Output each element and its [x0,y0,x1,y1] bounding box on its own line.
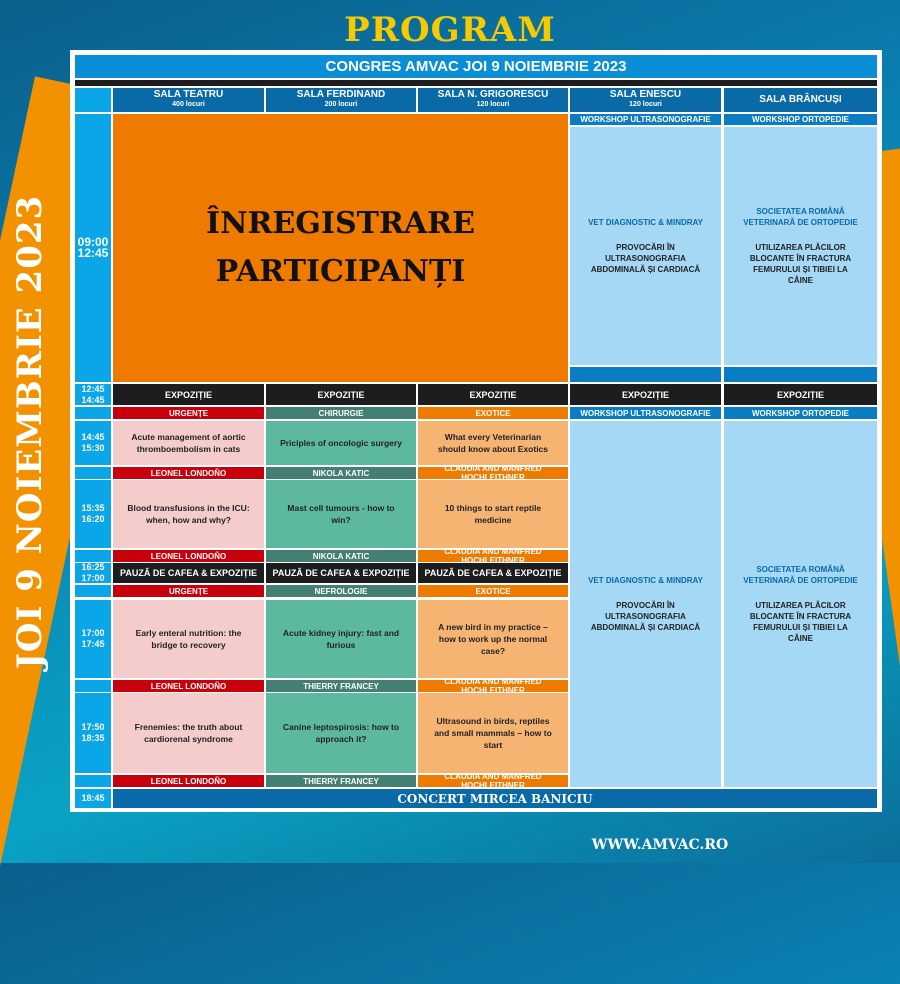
congress-banner: CONGRES AMVAC JOI 9 NOIEMBRIE 2023 [75,55,877,78]
expo-cell: EXPOZIȚIE [570,384,721,405]
expo-cell: EXPOZIȚIE [113,384,264,405]
room-header-4 [724,88,877,112]
workshop-label: WORKSHOP ULTRASONOGRAFIE [570,114,721,125]
time-registration [75,114,111,382]
time-start: 16:25 [81,563,105,572]
speaker-label: LEONEL LONDOÑO [113,550,264,562]
talk-cell: Frenemies: the truth about cardiorenal syndrome [113,693,264,773]
time-concert [75,789,111,808]
speaker-label: NIKOLA KATIC [266,550,416,562]
room-name: SALA ENESCU [609,89,682,100]
time-start: 09:00 [77,235,109,249]
time-spacer [75,775,111,787]
workshop-block [570,421,721,787]
time-session [75,421,111,465]
workshop-title: UTILIZAREA PLĂCILOR BLOCANTE ÎN FRACTURA FEMURULUI ȘI TIBIEI LA CÂINE [749,243,852,285]
speaker-label: LEONEL LONDOÑO [113,680,264,692]
talk-cell: What every Veterinarian should know about Exotics [418,421,568,465]
workshop-organizer: SOCIETATEA ROMÂNĂ VETERINARĂ DE ORTOPEDIE [743,207,858,227]
expo-cell: EXPOZIȚIE [266,384,416,405]
track-label: URGENȚE [113,585,264,597]
room-seats: 120 locuri [476,101,510,108]
track-label: EXOTICE [418,585,568,597]
time-spacer [75,407,111,419]
track-label: URGENȚE [113,407,264,419]
workshop-title: UTILIZAREA PLĂCILOR BLOCANTE ÎN FRACTURA FEMURULUI ȘI TIBIEI LA CÂINE [749,601,852,643]
time-header [75,88,111,112]
time-start: 12:45 [81,384,105,394]
workshop-organizer: VET DIAGNOSTIC & MINDRAY [588,576,703,585]
track-label: CHIRURGIE [266,407,416,419]
side-date-title: JOI 9 NOIEMBRIE 2023 [10,194,50,670]
time-start: 17:50 [81,722,105,732]
talk-cell: Mast cell tumours - how to win? [266,480,416,548]
workshop-organizer: SOCIETATEA ROMÂNĂ VETERINARĂ DE ORTOPEDIE [743,565,858,585]
expo-cell: EXPOZIȚIE [724,384,877,405]
room-seats: 200 locuri [324,101,358,108]
time-end: 17:45 [81,639,105,649]
workshop-strip [724,367,877,382]
workshop-block [570,127,721,365]
talk-cell: Priciples of oncologic surgery [266,421,416,465]
pause-cell: PAUZĂ DE CAFEA & EXPOZIȚIE [266,563,416,583]
track-label: NEFROLOGIE [266,585,416,597]
time-session [75,480,111,548]
pause-cell: PAUZĂ DE CAFEA & EXPOZIȚIE [418,563,568,583]
pause-cell: PAUZĂ DE CAFEA & EXPOZIȚIE [113,563,264,583]
talk-cell: 10 things to start reptile medicine [418,480,568,548]
talk-cell: Ultrasound in birds, reptiles and small mammals – how to start [418,693,568,773]
website-link[interactable]: WWW.AMVAC.RO [591,837,729,853]
time-spacer [75,585,111,597]
divider-strip [75,80,877,86]
speaker-label: CLAUDIA AND MANFRED HOCHLEITHNER [418,467,568,479]
talk-cell: Blood transfusions in the ICU: when, how and why? [113,480,264,548]
workshop-title: PROVOCĂRI ÎN ULTRASONOGRAFIA ABDOMINALĂ ȘI CARDIACĂ [590,601,701,632]
page-title: PROGRAM [344,10,556,50]
room-name: SALA FERDINAND [296,89,386,100]
time-start: 14:45 [81,432,105,442]
time-session [75,600,111,678]
time-end: 18:35 [81,733,105,743]
talk-cell: Acute management of aortic thromboembolism in cats [113,421,264,465]
talk-cell: Early enteral nutrition: the bridge to recovery [113,600,264,678]
talk-cell: Canine leptospirosis: how to approach it? [266,693,416,773]
room-header-2 [418,88,568,112]
room-name: SALA N. GRIGORESCU [437,89,549,100]
track-label: EXOTICE [418,407,568,419]
time-spacer [75,680,111,692]
room-seats: 400 locuri [172,101,205,108]
speaker-label: LEONEL LONDOÑO [113,467,264,479]
room-header-1 [266,88,416,112]
time-spacer [75,550,111,562]
workshop-block [724,421,877,787]
speaker-label: THIERRY FRANCEY [266,775,416,787]
talk-cell: Acute kidney injury: fast and furious [266,600,416,678]
speaker-label: LEONEL LONDOÑO [113,775,264,787]
time-end: 15:30 [81,443,105,453]
time-end: 14:45 [81,394,105,405]
time-spacer [75,467,111,479]
speaker-label: CLAUDIA AND MANFRED HOCHLEITHNER [418,775,568,787]
speaker-label: CLAUDIA AND MANFRED HOCHLEITHNER [418,680,568,692]
speaker-label: NIKOLA KATIC [266,467,416,479]
workshop-label: WORKSHOP ORTOPEDIE [724,114,877,125]
speaker-label: CLAUDIA AND MANFRED HOCHLEITHNER [418,550,568,562]
talk-cell: A new bird in my practice – how to work up the normal case? [418,600,568,678]
schedule-table [70,50,882,812]
time-pause [75,563,111,583]
workshop-strip [570,367,721,382]
workshop-label: WORKSHOP ORTOPEDIE [724,407,877,419]
workshop-label: WORKSHOP ULTRASONOGRAFIE [570,407,721,419]
expo-cell: EXPOZIȚIE [418,384,568,405]
workshop-organizer: VET DIAGNOSTIC & MINDRAY [588,218,703,227]
speaker-label: THIERRY FRANCEY [266,680,416,692]
time-start: 15:35 [81,503,105,513]
workshop-title: PROVOCĂRI ÎN ULTRASONOGRAFIA ABDOMINALĂ ȘI CARDIACĂ [590,243,701,274]
room-header-0 [113,88,264,112]
time-start: 18:45 [81,793,105,803]
room-name: SALA TEATRU [153,89,224,100]
time-start: 17:00 [81,628,105,638]
concert-row: CONCERT MIRCEA BANICIU [113,789,877,808]
time-end: 12:45 [77,246,109,260]
workshop-block [724,127,877,365]
room-seats: 120 locuri [629,101,662,108]
time-expo [75,384,111,405]
time-end: 16:20 [81,514,105,524]
room-header-3 [570,88,721,112]
room-name: SALA BRÂNCUȘI [759,94,842,105]
time-session [75,693,111,773]
time-end: 17:00 [81,573,105,583]
registration-block: ÎNREGISTRARE PARTICIPANȚI [113,114,568,382]
